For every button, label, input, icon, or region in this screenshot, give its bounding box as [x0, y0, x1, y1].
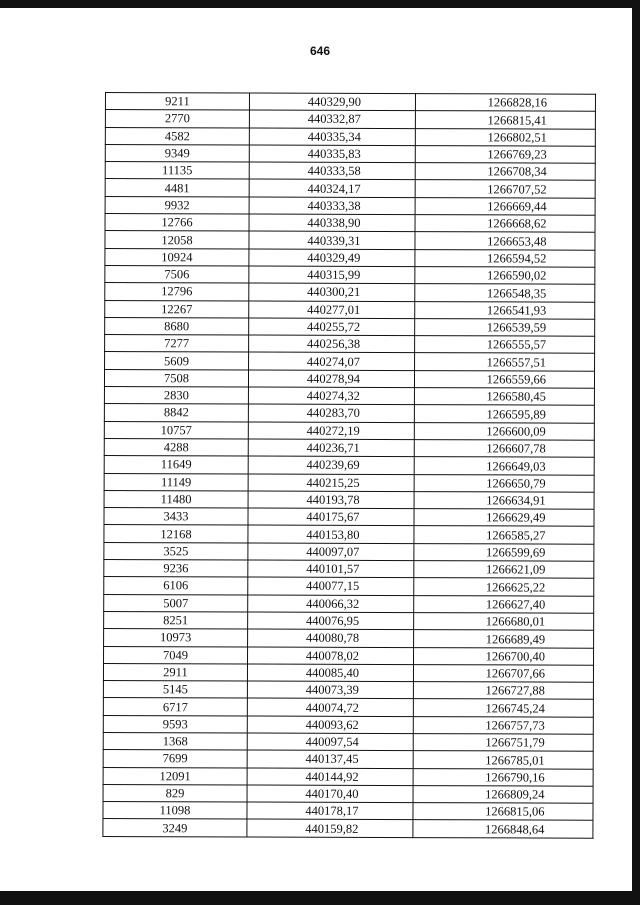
x-coordinate-cell: 440256,38	[249, 335, 415, 353]
y-coordinate-cell: 1266580,45	[414, 388, 594, 406]
point-id-cell: 7277	[105, 335, 249, 353]
point-id-cell: 5145	[103, 681, 247, 699]
x-coordinate-cell: 440153,80	[248, 525, 414, 543]
y-coordinate-cell: 1266757,73	[413, 716, 593, 734]
y-coordinate-cell: 1266727,88	[413, 682, 593, 700]
page-number: 646	[309, 44, 331, 58]
x-coordinate-cell: 440277,01	[249, 301, 415, 319]
point-id-cell: 11098	[103, 802, 247, 820]
table-row	[104, 646, 594, 665]
point-id-cell: 7508	[104, 369, 248, 387]
table-row	[104, 473, 594, 492]
point-id-cell: 11149	[104, 473, 248, 491]
x-coordinate-cell: 440077,15	[248, 577, 414, 595]
table-row	[103, 681, 593, 700]
table-row	[103, 663, 593, 682]
table-row	[105, 283, 595, 302]
y-coordinate-cell: 1266653,48	[415, 232, 595, 250]
y-coordinate-cell: 1266600,09	[414, 422, 594, 440]
table-row	[104, 594, 594, 613]
point-id-cell: 4481	[105, 179, 249, 197]
x-coordinate-cell: 440315,99	[249, 266, 415, 284]
point-id-cell: 8251	[104, 611, 248, 629]
point-id-cell: 12796	[105, 283, 249, 301]
coordinates-table	[102, 92, 596, 838]
point-id-cell: 11480	[104, 490, 248, 508]
table-row	[105, 127, 595, 146]
point-id-cell: 12267	[105, 300, 249, 318]
y-coordinate-cell: 1266809,24	[413, 785, 593, 803]
table-row	[103, 819, 593, 838]
table-row	[103, 802, 593, 821]
y-coordinate-cell: 1266708,34	[415, 163, 595, 181]
scan-border-bottom	[0, 891, 640, 905]
point-id-cell: 12766	[105, 214, 249, 232]
point-id-cell: 9932	[105, 196, 249, 214]
table-row	[105, 300, 595, 319]
x-coordinate-cell: 440283,70	[248, 404, 414, 422]
x-coordinate-cell: 440332,87	[249, 110, 415, 128]
table-row	[104, 629, 594, 648]
x-coordinate-cell: 440272,19	[248, 422, 414, 440]
table-row	[105, 162, 595, 181]
point-id-cell: 10924	[105, 248, 249, 266]
table-row	[104, 508, 594, 527]
table-row	[104, 456, 594, 475]
table-row	[104, 611, 594, 630]
table-row	[104, 369, 594, 388]
table-row	[104, 490, 594, 509]
y-coordinate-cell: 1266557,51	[415, 353, 595, 371]
x-coordinate-cell: 440178,17	[247, 802, 413, 820]
x-coordinate-cell: 440175,67	[248, 508, 414, 526]
table-row	[105, 317, 595, 336]
x-coordinate-cell: 440278,94	[248, 370, 414, 388]
table-row	[105, 110, 595, 129]
y-coordinate-cell: 1266802,51	[415, 128, 595, 146]
y-coordinate-cell: 1266627,40	[414, 595, 594, 613]
x-coordinate-cell: 440170,40	[247, 785, 413, 803]
y-coordinate-cell: 1266599,69	[414, 543, 594, 561]
point-id-cell: 5007	[104, 594, 248, 612]
y-coordinate-cell: 1266751,79	[413, 734, 593, 752]
x-coordinate-cell: 440076,95	[248, 612, 414, 630]
point-id-cell: 7699	[103, 750, 247, 768]
table-row	[105, 93, 595, 112]
y-coordinate-cell: 1266555,57	[415, 336, 595, 354]
y-coordinate-cell: 1266649,03	[414, 457, 594, 475]
x-coordinate-cell: 440066,32	[248, 595, 414, 613]
y-coordinate-cell: 1266669,44	[415, 197, 595, 215]
point-id-cell: 3433	[104, 508, 248, 526]
y-coordinate-cell: 1266668,62	[415, 215, 595, 233]
x-coordinate-cell: 440333,58	[249, 162, 415, 180]
point-id-cell: 11649	[104, 456, 248, 474]
x-coordinate-cell: 440101,57	[248, 560, 414, 578]
x-coordinate-cell: 440085,40	[247, 664, 413, 682]
y-coordinate-cell: 1266559,66	[414, 370, 594, 388]
y-coordinate-cell: 1266541,93	[415, 301, 595, 319]
point-id-cell: 10757	[104, 421, 248, 439]
point-id-cell: 3525	[104, 542, 248, 560]
x-coordinate-cell: 440274,32	[248, 387, 414, 405]
table-row	[104, 560, 594, 579]
table-row	[104, 542, 594, 561]
table-row	[103, 698, 593, 717]
point-id-cell: 1368	[103, 732, 247, 750]
y-coordinate-cell: 1266828,16	[415, 94, 595, 112]
x-coordinate-cell: 440215,25	[248, 474, 414, 492]
x-coordinate-cell: 440329,90	[249, 93, 415, 111]
table-row	[105, 231, 595, 250]
table-row	[104, 404, 594, 423]
point-id-cell: 6717	[103, 698, 247, 716]
table-row	[105, 179, 595, 198]
coordinates-table-body	[103, 93, 596, 838]
table-row	[105, 214, 595, 233]
point-id-cell: 12058	[105, 231, 249, 249]
x-coordinate-cell: 440078,02	[248, 647, 414, 665]
y-coordinate-cell: 1266629,49	[414, 509, 594, 527]
y-coordinate-cell: 1266790,16	[413, 768, 593, 786]
table-row	[105, 265, 595, 284]
point-id-cell: 3249	[103, 819, 247, 837]
x-coordinate-cell: 440097,54	[247, 733, 413, 751]
table-row	[105, 196, 595, 215]
point-id-cell: 8680	[105, 317, 249, 335]
y-coordinate-cell: 1266680,01	[414, 612, 594, 630]
point-id-cell: 9593	[103, 715, 247, 733]
y-coordinate-cell: 1266848,64	[413, 820, 593, 838]
table-row	[104, 525, 594, 544]
table-row	[103, 715, 593, 734]
x-coordinate-cell: 440300,21	[249, 283, 415, 301]
table-row	[105, 335, 595, 354]
point-id-cell: 2830	[104, 387, 248, 405]
x-coordinate-cell: 440073,39	[247, 681, 413, 699]
point-id-cell: 2911	[103, 663, 247, 681]
x-coordinate-cell: 440080,78	[248, 629, 414, 647]
x-coordinate-cell: 440137,45	[247, 750, 413, 768]
x-coordinate-cell: 440255,72	[249, 318, 415, 336]
point-id-cell: 5609	[105, 352, 249, 370]
point-id-cell: 9236	[104, 560, 248, 578]
x-coordinate-cell: 440335,34	[249, 128, 415, 146]
y-coordinate-cell: 1266539,59	[415, 318, 595, 336]
x-coordinate-cell: 440193,78	[248, 491, 414, 509]
coordinates-table-container	[102, 92, 595, 838]
y-coordinate-cell: 1266707,52	[415, 180, 595, 198]
x-coordinate-cell: 440338,90	[249, 214, 415, 232]
y-coordinate-cell: 1266607,78	[414, 440, 594, 458]
table-row	[103, 750, 593, 769]
y-coordinate-cell: 1266621,09	[414, 561, 594, 579]
y-coordinate-cell: 1266590,02	[415, 267, 595, 285]
y-coordinate-cell: 1266634,91	[414, 491, 594, 509]
y-coordinate-cell: 1266548,35	[415, 284, 595, 302]
scan-border-top	[0, 0, 640, 8]
point-id-cell: 4288	[104, 438, 248, 456]
point-id-cell: 9349	[105, 144, 249, 162]
point-id-cell: 10973	[104, 629, 248, 647]
y-coordinate-cell: 1266700,40	[414, 647, 594, 665]
y-coordinate-cell: 1266769,23	[415, 145, 595, 163]
x-coordinate-cell: 440324,17	[249, 179, 415, 197]
x-coordinate-cell: 440239,69	[248, 456, 414, 474]
table-row	[105, 144, 595, 163]
table-row	[104, 387, 594, 406]
x-coordinate-cell: 440335,83	[249, 145, 415, 163]
y-coordinate-cell: 1266689,49	[414, 630, 594, 648]
x-coordinate-cell: 440144,92	[247, 768, 413, 786]
point-id-cell: 2770	[105, 110, 249, 128]
x-coordinate-cell: 440074,72	[247, 698, 413, 716]
table-row	[105, 352, 595, 371]
x-coordinate-cell: 440339,31	[249, 231, 415, 249]
table-row	[104, 577, 594, 596]
point-id-cell: 829	[103, 784, 247, 802]
scan-border-right	[632, 0, 640, 905]
x-coordinate-cell: 440236,71	[248, 439, 414, 457]
y-coordinate-cell: 1266650,79	[414, 474, 594, 492]
x-coordinate-cell: 440097,07	[248, 543, 414, 561]
point-id-cell: 7506	[105, 265, 249, 283]
table-row	[103, 732, 593, 751]
table-row	[103, 767, 593, 786]
point-id-cell: 6106	[104, 577, 248, 595]
y-coordinate-cell: 1266815,41	[415, 111, 595, 129]
x-coordinate-cell: 440333,38	[249, 197, 415, 215]
table-row	[104, 438, 594, 457]
y-coordinate-cell: 1266585,27	[414, 526, 594, 544]
y-coordinate-cell: 1266785,01	[413, 751, 593, 769]
x-coordinate-cell: 440159,82	[247, 819, 413, 837]
point-id-cell: 7049	[104, 646, 248, 664]
point-id-cell: 12091	[103, 767, 247, 785]
x-coordinate-cell: 440329,49	[249, 249, 415, 267]
y-coordinate-cell: 1266815,06	[413, 803, 593, 821]
y-coordinate-cell: 1266595,89	[414, 405, 594, 423]
point-id-cell: 4582	[105, 127, 249, 145]
y-coordinate-cell: 1266594,52	[415, 249, 595, 267]
x-coordinate-cell: 440093,62	[247, 716, 413, 734]
y-coordinate-cell: 1266625,22	[414, 578, 594, 596]
point-id-cell: 8842	[104, 404, 248, 422]
point-id-cell: 9211	[105, 93, 249, 111]
point-id-cell: 11135	[105, 162, 249, 180]
x-coordinate-cell: 440274,07	[249, 352, 415, 370]
table-row	[105, 248, 595, 267]
y-coordinate-cell: 1266745,24	[413, 699, 593, 717]
y-coordinate-cell: 1266707,66	[413, 664, 593, 682]
table-row	[103, 784, 593, 803]
table-row	[104, 421, 594, 440]
point-id-cell: 12168	[104, 525, 248, 543]
